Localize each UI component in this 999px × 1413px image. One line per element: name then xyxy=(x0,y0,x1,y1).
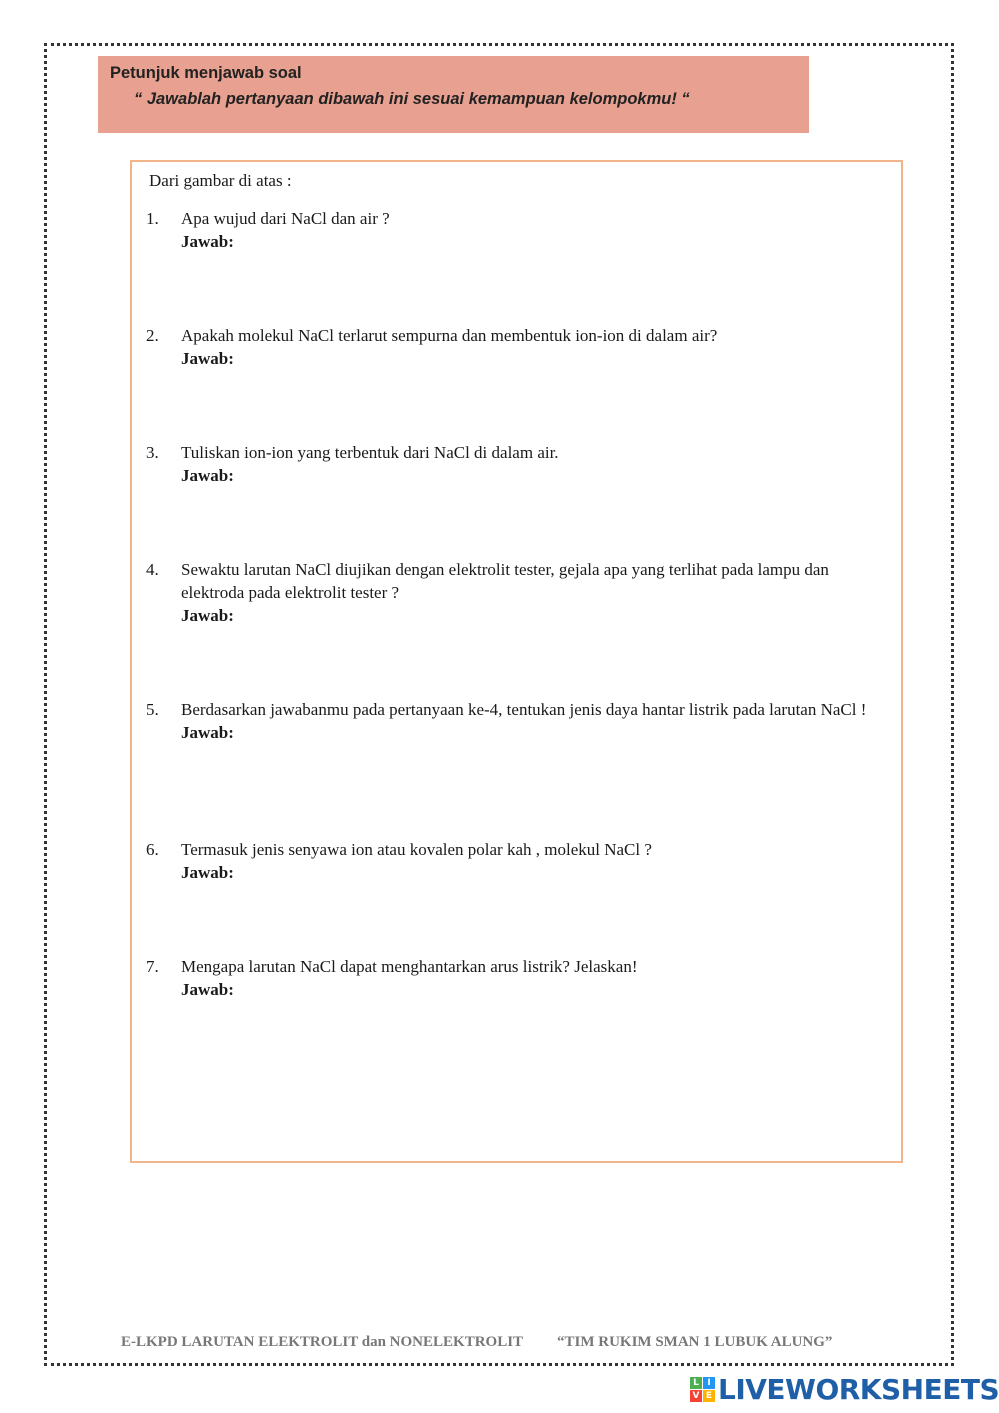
answer-label[interactable]: Jawab: xyxy=(181,232,234,251)
question-number: 4. xyxy=(146,560,159,579)
instruction-text: “ Jawablah pertanyaan dibawah ini sesuai kemampuan kelompokmu! “ xyxy=(134,90,690,108)
question-item-2 xyxy=(146,324,886,370)
footer-team: “TIM RUKIM SMAN 1 LUBUK ALUNG” xyxy=(557,1334,833,1350)
liveworksheets-logo[interactable] xyxy=(690,1373,999,1405)
question-text: Termasuk jenis senyawa ion atau kovalen polar kah , molekul NaCl ? xyxy=(181,840,652,859)
question-item-6 xyxy=(146,838,886,884)
question-item-7 xyxy=(146,955,886,1001)
question-text: Sewaktu larutan NaCl diujikan dengan elektrolit tester, gejala apa yang terlihat pada lampu dan elektroda pada elektrolit tester ? xyxy=(181,560,829,602)
instruction-title: Petunjuk menjawab soal xyxy=(110,64,302,82)
question-text: Tuliskan ion-ion yang terbentuk dari NaCl di dalam air. xyxy=(181,443,559,462)
logo-tile-e: E xyxy=(703,1390,715,1402)
question-number: 5. xyxy=(146,700,159,719)
question-text: Mengapa larutan NaCl dapat menghantarkan arus listrik? Jelaskan! xyxy=(181,957,638,976)
answer-label[interactable]: Jawab: xyxy=(181,349,234,368)
logo-tile-i: I xyxy=(703,1377,715,1389)
question-item-1 xyxy=(146,207,886,253)
answer-label[interactable]: Jawab: xyxy=(181,723,234,742)
instruction-box xyxy=(98,56,809,133)
question-item-5 xyxy=(146,698,886,744)
answer-label[interactable]: Jawab: xyxy=(181,466,234,485)
question-number: 6. xyxy=(146,840,159,859)
intro-text: Dari gambar di atas : xyxy=(149,171,292,190)
question-item-3 xyxy=(146,441,886,487)
question-text: Apa wujud dari NaCl dan air ? xyxy=(181,209,390,228)
footer-title: E-LKPD LARUTAN ELEKTROLIT dan NONELEKTROLIT xyxy=(121,1334,524,1350)
logo-tile-l: L xyxy=(690,1377,702,1389)
question-number: 1. xyxy=(146,209,159,228)
question-number: 7. xyxy=(146,957,159,976)
answer-label[interactable]: Jawab: xyxy=(181,863,234,882)
question-number: 2. xyxy=(146,326,159,345)
answer-label[interactable]: Jawab: xyxy=(181,606,234,625)
question-number: 3. xyxy=(146,443,159,462)
question-box xyxy=(130,160,903,1163)
liveworksheets-logo-icon xyxy=(690,1377,715,1402)
question-text: Berdasarkan jawabanmu pada pertanyaan ke-4, tentukan jenis daya hantar listrik pada larutan NaCl ! xyxy=(181,700,867,719)
liveworksheets-logo-text: LIVEWORKSHEETS xyxy=(718,1372,999,1406)
question-item-4 xyxy=(146,558,886,627)
question-text: Apakah molekul NaCl terlarut sempurna dan membentuk ion-ion di dalam air? xyxy=(181,326,718,345)
logo-tile-v: V xyxy=(690,1390,702,1402)
answer-label[interactable]: Jawab: xyxy=(181,980,234,999)
